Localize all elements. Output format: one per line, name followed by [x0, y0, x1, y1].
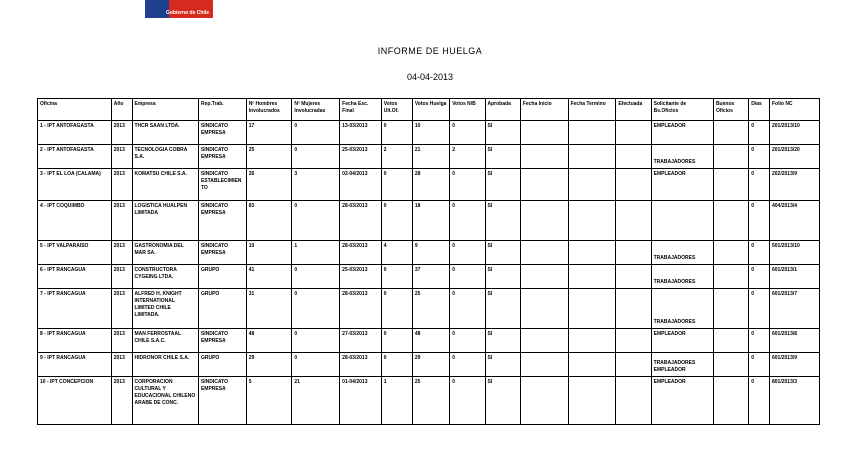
table-cell: [713, 289, 748, 329]
table-cell: SI: [485, 329, 520, 353]
table-cell: [520, 241, 568, 265]
table-cell: TRABAJADORES: [651, 241, 713, 265]
table-cell: 01-04/2013: [340, 377, 382, 425]
table-cell: 0: [450, 121, 485, 145]
table-cell: 0: [749, 145, 770, 169]
table-cell: 28-03/2013: [340, 201, 382, 241]
table-cell: SINDICATO EMPRESA: [198, 145, 246, 169]
table-cell: 0: [381, 121, 412, 145]
table-cell: EMPLEADOR: [651, 121, 713, 145]
table-cell: [616, 169, 651, 201]
table-cell: 21: [412, 145, 449, 169]
table-cell: CONSTRUCTORA CYGEING LTDA.: [132, 265, 198, 289]
table-cell: 0: [450, 169, 485, 201]
table-cell: 28-03/2013: [340, 241, 382, 265]
table-cell: [520, 201, 568, 241]
table-cell: 10: [246, 241, 292, 265]
table-cell: SINDICATO EMPRESA: [198, 201, 246, 241]
table-cell: [616, 353, 651, 377]
table-cell: 0: [381, 329, 412, 353]
table-cell: [520, 145, 568, 169]
table-cell: [568, 289, 616, 329]
table-cell: [520, 353, 568, 377]
table-cell: 27-03/2013: [340, 329, 382, 353]
table-cell: EMPLEADOR: [651, 377, 713, 425]
table-cell: TRABAJADORES: [651, 265, 713, 289]
table-cell: 0: [749, 169, 770, 201]
table-cell: 601/2013/7: [770, 289, 820, 329]
table-cell: 601/2013/1: [770, 265, 820, 289]
table-cell: MAN FERROSTAAL CHILE S.A.C.: [132, 329, 198, 353]
table-cell: 28-03/2013: [340, 289, 382, 329]
table-cell: 801/2013/3: [770, 377, 820, 425]
report-date: 04-04-2013: [406, 72, 454, 82]
table-cell: [713, 265, 748, 289]
table-cell: [520, 289, 568, 329]
table-cell: 0: [749, 353, 770, 377]
table-cell: SI: [485, 377, 520, 425]
table-cell: 2013: [111, 241, 132, 265]
table-cell: GRUPO: [198, 265, 246, 289]
table-cell: [568, 241, 616, 265]
table-cell: 0: [381, 265, 412, 289]
table-cell: 9: [412, 241, 449, 265]
table-cell: 4 - IPT COQUIMBO: [38, 201, 112, 241]
table-row: [38, 201, 820, 241]
table-cell: SI: [485, 169, 520, 201]
table-cell: 41: [246, 265, 292, 289]
table-row: [38, 241, 820, 265]
table-cell: 0: [450, 265, 485, 289]
table-cell: 48: [246, 329, 292, 353]
table-cell: 3 - IPT EL LOA (CALAMA): [38, 169, 112, 201]
table-cell: SI: [485, 145, 520, 169]
government-logo: [145, 0, 213, 18]
table-cell: 25-03/2013: [340, 145, 382, 169]
table-cell: 0: [450, 353, 485, 377]
table-cell: 0: [450, 201, 485, 241]
table-cell: 0: [749, 121, 770, 145]
table-cell: 28: [412, 169, 449, 201]
table-cell: 2013: [111, 169, 132, 201]
table-cell: SINDICATO EMPRESA: [198, 121, 246, 145]
table-cell: [616, 201, 651, 241]
table-cell: [616, 121, 651, 145]
table-cell: [568, 329, 616, 353]
table-cell: [616, 145, 651, 169]
column-header: Fecha Termino: [568, 99, 616, 121]
table-cell: 0: [749, 265, 770, 289]
table-cell: [568, 377, 616, 425]
table-cell: 0: [450, 329, 485, 353]
table-cell: [713, 353, 748, 377]
table-cell: TECNOLOGIA COBRA S.A.: [132, 145, 198, 169]
table-cell: 2: [450, 145, 485, 169]
table-cell: 7 - IPT RANCAGUA: [38, 289, 112, 329]
table-cell: SINDICATO ESTABLECIMIENTO: [198, 169, 246, 201]
column-header: Efectuada: [616, 99, 651, 121]
table-cell: 501/2013/10: [770, 241, 820, 265]
table-cell: 202/2013/9: [770, 169, 820, 201]
table-cell: 1 - IPT ANTOFAGASTA: [38, 121, 112, 145]
table-cell: 2013: [111, 289, 132, 329]
table-row: [38, 329, 820, 353]
table-cell: 0: [292, 329, 340, 353]
table-cell: 31: [246, 289, 292, 329]
table-cell: 201/2013/10: [770, 121, 820, 145]
table-cell: [568, 121, 616, 145]
column-header: Votos Ult.Of.: [381, 99, 412, 121]
table-cell: 18: [412, 201, 449, 241]
table-cell: [520, 377, 568, 425]
table-cell: SINDICATO EMPRESA: [198, 241, 246, 265]
table-cell: 21: [292, 377, 340, 425]
table-row: [38, 377, 820, 425]
table-cell: [520, 169, 568, 201]
table-cell: 0: [292, 145, 340, 169]
table-cell: CORPORACION CULTURAL Y EDUCACIONAL CHILENO ARABE DE CONC.: [132, 377, 198, 425]
column-header: Días: [749, 99, 770, 121]
table-cell: 0: [292, 289, 340, 329]
table-cell: [713, 121, 748, 145]
table-row: [38, 353, 820, 377]
table-cell: 10: [412, 121, 449, 145]
column-header: Aprobada: [485, 99, 520, 121]
table-cell: 0: [450, 377, 485, 425]
table-cell: TRABAJADORES: [651, 289, 713, 329]
table-row: [38, 169, 820, 201]
table-cell: [713, 241, 748, 265]
table-cell: 0: [749, 329, 770, 353]
table-cell: 601/2013/9: [770, 353, 820, 377]
table-cell: SI: [485, 121, 520, 145]
table-cell: 48: [412, 329, 449, 353]
table-cell: [568, 265, 616, 289]
table-cell: 2013: [111, 353, 132, 377]
table-row: [38, 121, 820, 145]
table-cell: SI: [485, 265, 520, 289]
table-cell: TRABAJADORES EMPLEADOR: [651, 353, 713, 377]
table-cell: 1: [292, 241, 340, 265]
table-cell: 2013: [111, 201, 132, 241]
table-cell: 2: [381, 145, 412, 169]
column-header: Solicitante de Bs.Oficios: [651, 99, 713, 121]
table-cell: 37: [412, 265, 449, 289]
table-cell: 1: [381, 377, 412, 425]
table-cell: 2013: [111, 121, 132, 145]
table-row: [38, 289, 820, 329]
table-cell: 9 - IPT RANCAGUA: [38, 353, 112, 377]
table-cell: LOGISTICA HUALPEN LIMITADA: [132, 201, 198, 241]
table-cell: 3: [292, 169, 340, 201]
table-cell: 0: [381, 289, 412, 329]
table-cell: [713, 169, 748, 201]
column-header: Votos N/B: [450, 99, 485, 121]
table-cell: 26: [246, 169, 292, 201]
table-cell: [651, 201, 713, 241]
table-cell: [713, 201, 748, 241]
table-cell: 0: [292, 353, 340, 377]
table-cell: 28-03/2013: [340, 353, 382, 377]
table-cell: 5: [246, 377, 292, 425]
table-cell: 201/2013/20: [770, 145, 820, 169]
table-cell: SINDICATO EMPRESA: [198, 377, 246, 425]
table-cell: ALFRED H. KNIGHT INTERNATIONAL LIMITED CHILE LIMITADA.: [132, 289, 198, 329]
table-cell: 0: [450, 289, 485, 329]
report-title: INFORME DE HUELGA: [377, 46, 483, 56]
column-header: Votos Huelga: [412, 99, 449, 121]
table-cell: 0: [381, 353, 412, 377]
table-cell: SI: [485, 241, 520, 265]
table-row: [38, 265, 820, 289]
table-cell: 29: [246, 353, 292, 377]
column-header: Fecha Inicio: [520, 99, 568, 121]
strike-report-table: [37, 98, 820, 425]
table-cell: [568, 169, 616, 201]
table-cell: 2 - IPT ANTOFAGASTA: [38, 145, 112, 169]
table-cell: 0: [292, 201, 340, 241]
table-cell: 2013: [111, 377, 132, 425]
table-cell: [520, 121, 568, 145]
table-cell: [568, 353, 616, 377]
column-header: Buenos Oficios: [713, 99, 748, 121]
table-cell: 4: [381, 241, 412, 265]
table-cell: 25-03/2013: [340, 265, 382, 289]
table-cell: GRUPO: [198, 289, 246, 329]
table-row: [38, 145, 820, 169]
table-cell: [520, 329, 568, 353]
table-cell: [616, 329, 651, 353]
table-cell: 02-04/2013: [340, 169, 382, 201]
table-cell: [616, 289, 651, 329]
table-cell: [713, 329, 748, 353]
table-cell: SINDICATO EMPRESA: [198, 329, 246, 353]
column-header: Oficina: [38, 99, 112, 121]
table-cell: 0: [381, 201, 412, 241]
table-cell: 2013: [111, 329, 132, 353]
table-header-row: [38, 99, 820, 121]
column-header: Empresa: [132, 99, 198, 121]
table-cell: 17: [246, 121, 292, 145]
table-body: [38, 121, 820, 425]
table-cell: 0: [292, 121, 340, 145]
table-cell: 29: [412, 353, 449, 377]
table-cell: SI: [485, 201, 520, 241]
table-cell: [616, 241, 651, 265]
table-cell: SI: [485, 353, 520, 377]
table-cell: 0: [450, 241, 485, 265]
table-cell: [713, 377, 748, 425]
table-cell: 0: [749, 201, 770, 241]
table-cell: GRUPO: [198, 353, 246, 377]
table-cell: 13-03/2013: [340, 121, 382, 145]
table-cell: THCR SAAN LTDA.: [132, 121, 198, 145]
logo-text: Gobierno de Chile: [165, 10, 209, 16]
table-cell: 404/2013/4: [770, 201, 820, 241]
table-cell: 0: [749, 241, 770, 265]
column-header: Fecha Esc. Final: [340, 99, 382, 121]
table-cell: [568, 145, 616, 169]
table-cell: 25: [246, 145, 292, 169]
table-cell: 601/2013/8: [770, 329, 820, 353]
table-cell: 6 - IPT RANCAGUA: [38, 265, 112, 289]
column-header: Nº Mujeres Involucradas: [292, 99, 340, 121]
table-cell: 25: [412, 289, 449, 329]
table-cell: [616, 265, 651, 289]
table-cell: 8 - IPT RANCAGUA: [38, 329, 112, 353]
table-cell: SI: [485, 289, 520, 329]
table-cell: 0: [749, 289, 770, 329]
table-cell: [713, 145, 748, 169]
column-header: Folio NC: [770, 99, 820, 121]
table-cell: 0: [292, 265, 340, 289]
table-cell: 2013: [111, 265, 132, 289]
table-cell: TRABAJADORES: [651, 145, 713, 169]
table-cell: EMPLEADOR: [651, 169, 713, 201]
table-cell: 25: [412, 377, 449, 425]
column-header: Año: [111, 99, 132, 121]
table-cell: [520, 265, 568, 289]
table-cell: 10 - IPT CONCEPCION: [38, 377, 112, 425]
table-cell: [568, 201, 616, 241]
table-cell: [616, 377, 651, 425]
table-cell: GASTRONOMIA DEL MAR SA.: [132, 241, 198, 265]
table-cell: KOMATSU CHILE S.A.: [132, 169, 198, 201]
table-cell: 2013: [111, 145, 132, 169]
table-cell: 83: [246, 201, 292, 241]
column-header: Rep.Trab.: [198, 99, 246, 121]
table-cell: 5 - IPT VALPARAISO: [38, 241, 112, 265]
table-cell: 0: [381, 169, 412, 201]
table-cell: EMPLEADOR: [651, 329, 713, 353]
table-cell: 0: [749, 377, 770, 425]
column-header: Nº Hombres Involucrados: [246, 99, 292, 121]
table-cell: HIDRONOR CHILE S.A.: [132, 353, 198, 377]
